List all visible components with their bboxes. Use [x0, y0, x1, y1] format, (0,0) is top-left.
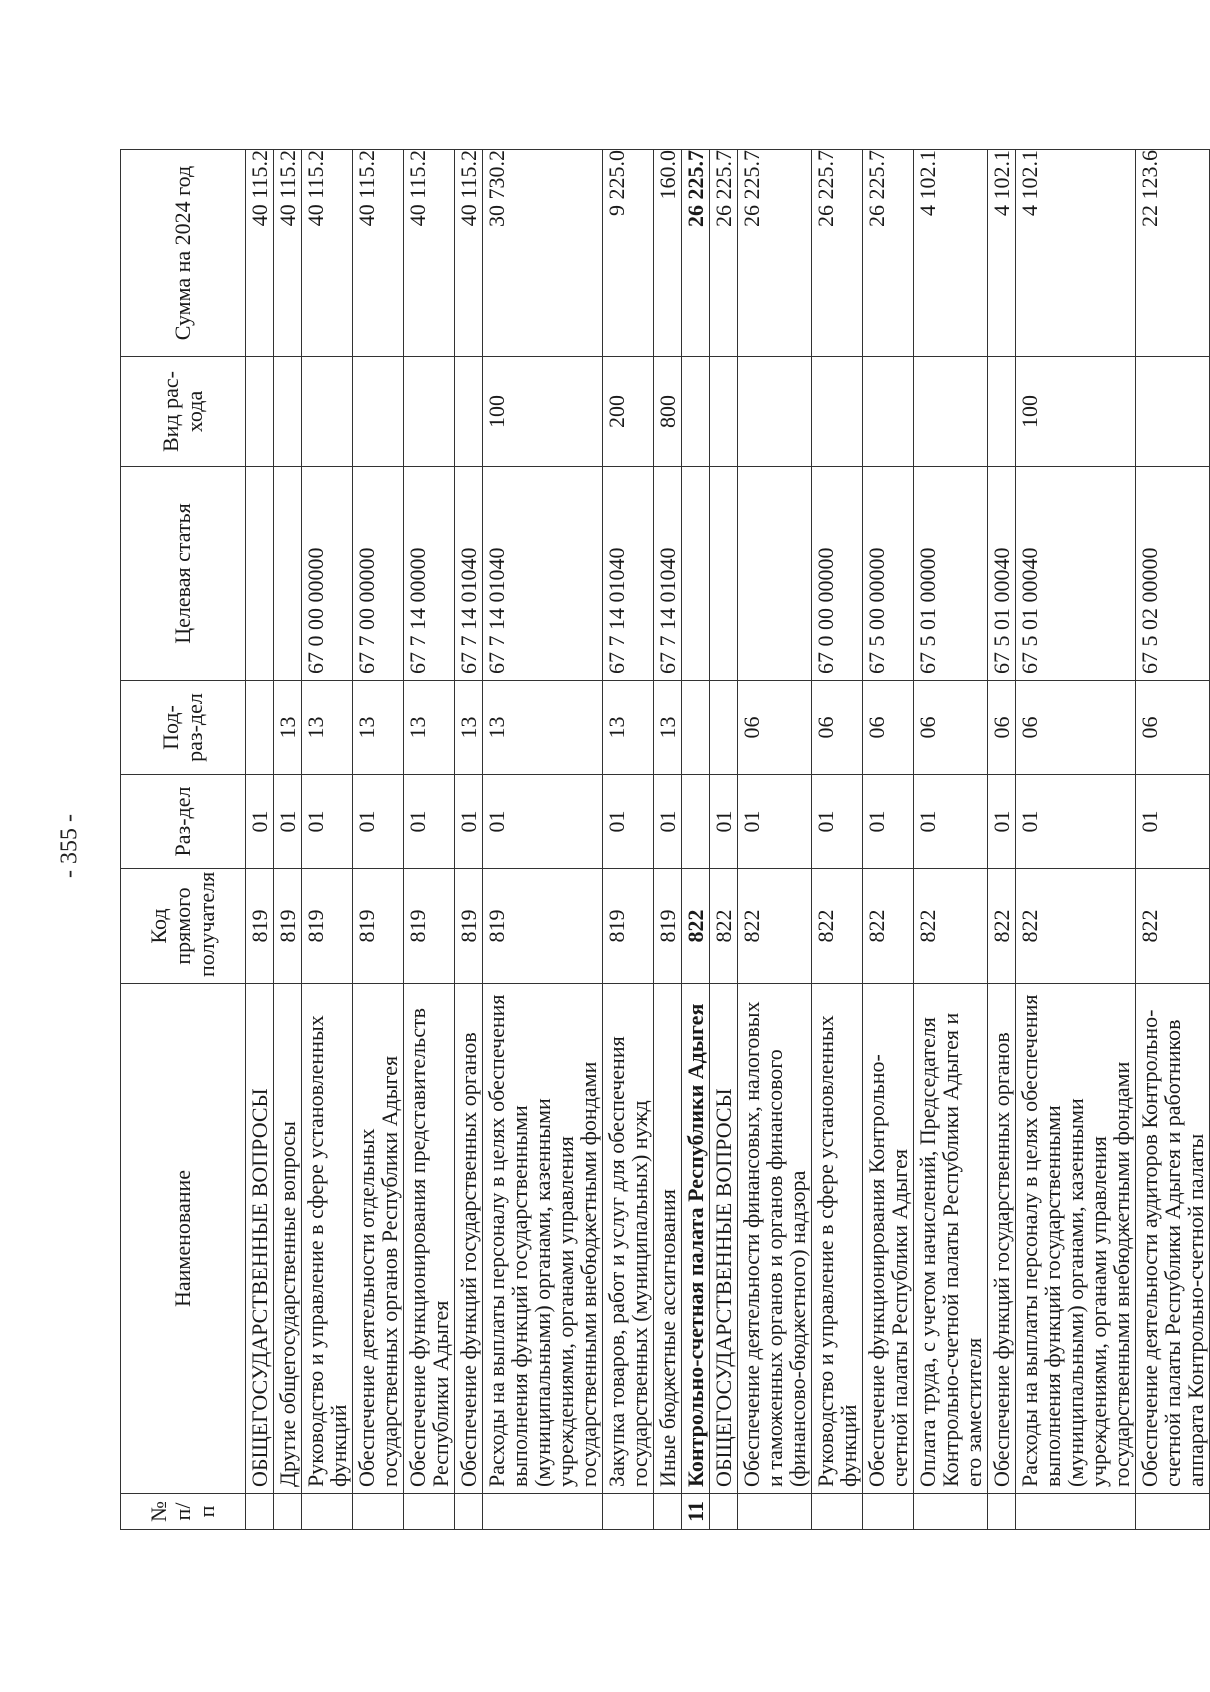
- cell-article: 67 5 02 00000: [1136, 467, 1210, 681]
- cell-article: [274, 467, 302, 681]
- cell-vid: [353, 357, 404, 467]
- cell-article: 67 5 00 00000: [863, 467, 914, 681]
- cell-article: 67 7 14 01040: [654, 467, 682, 681]
- budget-table: [120, 149, 1210, 1530]
- cell-code: 819: [404, 869, 455, 984]
- cell-code: 822: [863, 869, 914, 984]
- cell-podrazdel: [246, 681, 274, 775]
- cell-code: 819: [274, 869, 302, 984]
- cell-razdel: [682, 775, 710, 869]
- table-row: [603, 150, 654, 1530]
- cell-podrazdel: 06: [738, 681, 812, 775]
- cell-name: Закупка товаров, работ и услуг для обеспечения государственных (муниципальных) нужд: [603, 984, 654, 1494]
- cell-podrazdel: 06: [988, 681, 1016, 775]
- cell-razdel: 01: [914, 775, 988, 869]
- table-row: [274, 150, 302, 1530]
- cell-podrazdel: 13: [274, 681, 302, 775]
- table-header-row: [121, 150, 246, 1530]
- table-row: [710, 150, 738, 1530]
- cell-code: 822: [988, 869, 1016, 984]
- cell-num: [404, 1494, 455, 1530]
- cell-podrazdel: 13: [353, 681, 404, 775]
- table-row: [404, 150, 455, 1530]
- cell-razdel: 01: [274, 775, 302, 869]
- cell-podrazdel: 13: [483, 681, 603, 775]
- cell-vid: [863, 357, 914, 467]
- cell-name: Обеспечение функционирования Контрольно-счетной палаты Республики Адыгея: [863, 984, 914, 1494]
- header-razdel: Раз-дел: [121, 775, 246, 869]
- cell-code: 822: [812, 869, 863, 984]
- cell-article: [710, 467, 738, 681]
- cell-num: [1136, 1494, 1210, 1530]
- cell-vid: [1136, 357, 1210, 467]
- cell-code: 822: [1136, 869, 1210, 984]
- cell-article: 67 7 14 00000: [404, 467, 455, 681]
- cell-code: 819: [483, 869, 603, 984]
- cell-num: [654, 1494, 682, 1530]
- table-row: [738, 150, 812, 1530]
- cell-article: 67 5 01 00040: [1016, 467, 1136, 681]
- cell-code: 819: [654, 869, 682, 984]
- cell-num: [483, 1494, 603, 1530]
- table-row: [914, 150, 988, 1530]
- cell-num: [988, 1494, 1016, 1530]
- cell-podrazdel: 06: [1016, 681, 1136, 775]
- cell-code: 819: [302, 869, 353, 984]
- cell-vid: 100: [1016, 357, 1136, 467]
- cell-num: [863, 1494, 914, 1530]
- cell-sum: 160.0: [654, 150, 682, 357]
- cell-razdel: 01: [353, 775, 404, 869]
- table-row: [455, 150, 483, 1530]
- table-row: [863, 150, 914, 1530]
- cell-num: [455, 1494, 483, 1530]
- header-sum: Сумма на 2024 год: [121, 150, 246, 357]
- cell-podrazdel: 06: [914, 681, 988, 775]
- cell-podrazdel: 13: [603, 681, 654, 775]
- table-row: [988, 150, 1016, 1530]
- cell-code: 819: [353, 869, 404, 984]
- cell-razdel: 01: [988, 775, 1016, 869]
- cell-vid: [812, 357, 863, 467]
- cell-razdel: 01: [404, 775, 455, 869]
- cell-name: Обеспечение деятельности аудиторов Контрольно-счетной палаты Республики Адыгея и работников аппарата Контрольно-счетной палаты: [1136, 984, 1210, 1494]
- cell-podrazdel: 13: [302, 681, 353, 775]
- cell-sum: 26 225.7: [812, 150, 863, 357]
- cell-razdel: 01: [246, 775, 274, 869]
- cell-sum: 22 123.6: [1136, 150, 1210, 357]
- cell-num: [353, 1494, 404, 1530]
- cell-name: Руководство и управление в сфере установленных функций: [302, 984, 353, 1494]
- cell-sum: 26 225.7: [863, 150, 914, 357]
- cell-num: 11: [682, 1494, 710, 1530]
- cell-article: 67 5 01 00040: [988, 467, 1016, 681]
- cell-razdel: 01: [863, 775, 914, 869]
- table-body: [246, 150, 1210, 1530]
- table-row: [812, 150, 863, 1530]
- cell-podrazdel: 06: [1136, 681, 1210, 775]
- cell-article: 67 7 14 01040: [603, 467, 654, 681]
- cell-razdel: 01: [1016, 775, 1136, 869]
- cell-vid: [682, 357, 710, 467]
- cell-vid: [710, 357, 738, 467]
- cell-code: 819: [246, 869, 274, 984]
- cell-name: Обеспечение деятельности финансовых, налоговых и таможенных органов и органов финансового (финансово-бюджетного) надзора: [738, 984, 812, 1494]
- cell-vid: [455, 357, 483, 467]
- cell-code: 822: [682, 869, 710, 984]
- header-name: Наименование: [121, 984, 246, 1494]
- header-podrazdel: Под-раз-дел: [121, 681, 246, 775]
- cell-vid: [914, 357, 988, 467]
- cell-vid: [246, 357, 274, 467]
- cell-sum: 4 102.1: [988, 150, 1016, 357]
- cell-num: [812, 1494, 863, 1530]
- header-num: № п/п: [121, 1494, 246, 1530]
- header-vid: Вид рас-хода: [121, 357, 246, 467]
- cell-podrazdel: 06: [863, 681, 914, 775]
- cell-razdel: 01: [1136, 775, 1210, 869]
- table-row: [654, 150, 682, 1530]
- cell-sum: 40 115.2: [302, 150, 353, 357]
- cell-razdel: 01: [710, 775, 738, 869]
- cell-sum: 9 225.0: [603, 150, 654, 357]
- cell-name: Иные бюджетные ассигнования: [654, 984, 682, 1494]
- cell-code: 819: [603, 869, 654, 984]
- cell-vid: 200: [603, 357, 654, 467]
- cell-code: 819: [455, 869, 483, 984]
- cell-name: Руководство и управление в сфере установленных функций: [812, 984, 863, 1494]
- cell-num: [274, 1494, 302, 1530]
- cell-num: [914, 1494, 988, 1530]
- cell-article: 67 7 14 01040: [455, 467, 483, 681]
- cell-vid: [404, 357, 455, 467]
- page-number: - 355 -: [56, 814, 83, 878]
- cell-name: Расходы на выплаты персоналу в целях обеспечения выполнения функций государственными (муниципальными) органами, казенными учреждениями, органами управления государственными внебюджетными фондами: [1016, 984, 1136, 1494]
- table-row: [1136, 150, 1210, 1530]
- cell-sum: 4 102.1: [1016, 150, 1136, 357]
- cell-num: [246, 1494, 274, 1530]
- cell-name: ОБЩЕГОСУДАРСТВЕННЫЕ ВОПРОСЫ: [710, 984, 738, 1494]
- cell-vid: 800: [654, 357, 682, 467]
- cell-sum: 40 115.2: [353, 150, 404, 357]
- cell-sum: 26 225.7: [710, 150, 738, 357]
- cell-podrazdel: 06: [812, 681, 863, 775]
- cell-article: [738, 467, 812, 681]
- cell-article: [682, 467, 710, 681]
- cell-num: [302, 1494, 353, 1530]
- cell-sum: 4 102.1: [914, 150, 988, 357]
- cell-name: Контрольно-счетная палата Республики Адыгея: [682, 984, 710, 1494]
- cell-code: 822: [710, 869, 738, 984]
- cell-sum: 26 225.7: [682, 150, 710, 357]
- cell-podrazdel: [682, 681, 710, 775]
- table-row: [682, 150, 710, 1530]
- cell-razdel: 01: [302, 775, 353, 869]
- cell-name: Обеспечение функционирования представительств Республики Адыгея: [404, 984, 455, 1494]
- table-row: [302, 150, 353, 1530]
- table-row: [246, 150, 274, 1530]
- cell-num: [1016, 1494, 1136, 1530]
- cell-sum: 40 115.2: [455, 150, 483, 357]
- cell-name: Расходы на выплаты персоналу в целях обеспечения выполнения функций государственными (муниципальными) органами, казенными учреждениями, органами управления государственными внебюджетными фондами: [483, 984, 603, 1494]
- cell-vid: [988, 357, 1016, 467]
- cell-article: [246, 467, 274, 681]
- cell-name: Обеспечение функций государственных органов: [988, 984, 1016, 1494]
- cell-name: ОБЩЕГОСУДАРСТВЕННЫЕ ВОПРОСЫ: [246, 984, 274, 1494]
- cell-article: 67 0 00 00000: [812, 467, 863, 681]
- cell-podrazdel: 13: [404, 681, 455, 775]
- cell-vid: [274, 357, 302, 467]
- table-row: [353, 150, 404, 1530]
- cell-sum: 40 115.2: [274, 150, 302, 357]
- cell-sum: 40 115.2: [246, 150, 274, 357]
- cell-sum: 40 115.2: [404, 150, 455, 357]
- rotated-table-container: [120, 150, 1208, 1530]
- cell-vid: [302, 357, 353, 467]
- cell-vid: [738, 357, 812, 467]
- cell-sum: 30 730.2: [483, 150, 603, 357]
- cell-article: 67 0 00 00000: [302, 467, 353, 681]
- cell-podrazdel: 13: [654, 681, 682, 775]
- cell-vid: 100: [483, 357, 603, 467]
- table-row: [483, 150, 603, 1530]
- cell-sum: 26 225.7: [738, 150, 812, 357]
- cell-razdel: 01: [738, 775, 812, 869]
- cell-podrazdel: [710, 681, 738, 775]
- header-code: Код прямого получателя: [121, 869, 246, 984]
- cell-razdel: 01: [603, 775, 654, 869]
- cell-razdel: 01: [455, 775, 483, 869]
- header-article: Целевая статья: [121, 467, 246, 681]
- table-row: [1016, 150, 1136, 1530]
- cell-name: Оплата труда, с учетом начислений, Председателя Контрольно-счетной палаты Республики Адыгея и его заместителя: [914, 984, 988, 1494]
- cell-name: Обеспечение функций государственных органов: [455, 984, 483, 1494]
- cell-razdel: 01: [812, 775, 863, 869]
- cell-name: Обеспечение деятельности отдельных государственных органов Республики Адыгея: [353, 984, 404, 1494]
- cell-article: 67 5 01 00000: [914, 467, 988, 681]
- cell-article: 67 7 00 00000: [353, 467, 404, 681]
- cell-num: [603, 1494, 654, 1530]
- cell-article: 67 7 14 01040: [483, 467, 603, 681]
- cell-razdel: 01: [654, 775, 682, 869]
- cell-num: [710, 1494, 738, 1530]
- cell-num: [738, 1494, 812, 1530]
- cell-name: Другие общегосударственные вопросы: [274, 984, 302, 1494]
- cell-podrazdel: 13: [455, 681, 483, 775]
- cell-code: 822: [738, 869, 812, 984]
- cell-code: 822: [914, 869, 988, 984]
- cell-code: 822: [1016, 869, 1136, 984]
- cell-razdel: 01: [483, 775, 603, 869]
